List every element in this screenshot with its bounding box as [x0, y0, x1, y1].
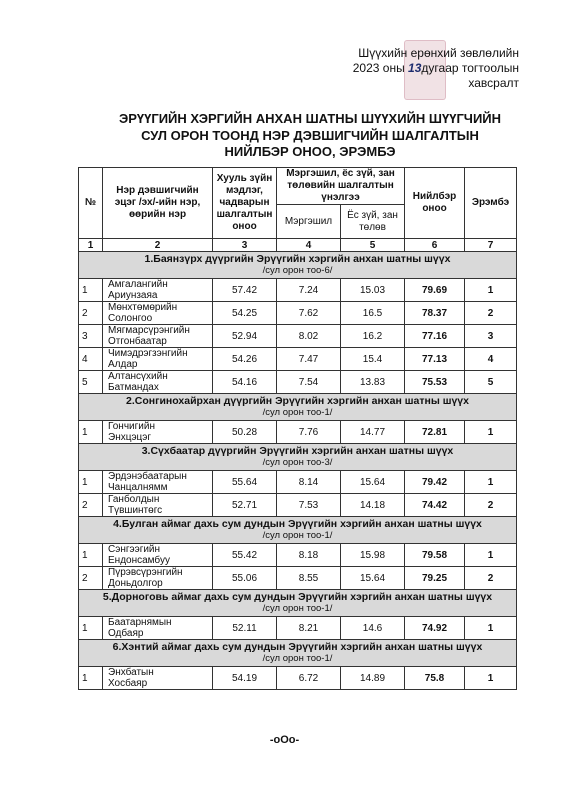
cell-total-score: 77.13 — [405, 348, 465, 371]
cell-rank: 5 — [465, 371, 517, 394]
cell-total-score: 79.25 — [405, 567, 465, 590]
section-header-row — [79, 590, 517, 617]
handwritten-number: 13 — [408, 61, 422, 75]
candidate-patronymic: Баатарнямын — [108, 617, 172, 628]
cell-no: 1 — [79, 667, 103, 690]
cell-law-score: 52.94 — [213, 325, 277, 348]
cell-rank: 1 — [465, 421, 517, 444]
candidate-given-name: Одбаяр — [108, 628, 144, 639]
cell-total-score: 74.92 — [405, 617, 465, 640]
section-title: 6.Хэнтий аймаг дахь сум дундын Эрүүгийн хэргийн анхан шатны шүүх — [112, 641, 483, 653]
table-row — [79, 667, 517, 690]
header-name: Нэр дэвшигчийн эцэг /эх/-ийн нэр, өөрийн нэр — [103, 168, 213, 239]
section-vacancy: /сул орон тоо-1/ — [262, 653, 333, 664]
candidate-given-name: Түвшинтөгс — [108, 505, 163, 516]
cell-no: 1 — [79, 471, 103, 494]
cell-candidate-name — [103, 302, 213, 325]
cell-profession-score: 6.72 — [277, 667, 341, 690]
cell-candidate-name — [103, 617, 213, 640]
candidate-given-name: Отгонбаатар — [108, 336, 167, 347]
section-header — [79, 517, 517, 544]
cell-total-score: 79.69 — [405, 279, 465, 302]
cell-no: 1 — [79, 421, 103, 444]
table-row — [79, 617, 517, 640]
section-header-row — [79, 640, 517, 667]
candidate-patronymic: Гончигийн — [108, 421, 155, 432]
cell-rank: 2 — [465, 494, 517, 517]
candidate-patronymic: Мөнхтөмөрийн — [108, 302, 178, 313]
cell-total-score: 78.37 — [405, 302, 465, 325]
cell-no: 1 — [79, 544, 103, 567]
cell-total-score: 75.53 — [405, 371, 465, 394]
cell-no: 2 — [79, 302, 103, 325]
candidate-given-name: Хосбаяр — [108, 678, 148, 689]
cell-rank: 1 — [465, 667, 517, 690]
section-title: 1.Баянзүрх дүүргийн Эрүүгийн хэргийн анхан шатны шүүх — [144, 253, 451, 265]
section-header-row — [79, 252, 517, 279]
title-line-2: СУЛ ОРОН ТООНД НЭР ДЭВШИГЧИЙН ШАЛГАЛТЫН — [141, 127, 479, 143]
cell-profession-score: 7.47 — [277, 348, 341, 371]
cell-profession-score: 8.18 — [277, 544, 341, 567]
candidate-patronymic: Эрдэнэбаатарын — [108, 471, 187, 482]
cell-candidate-name — [103, 348, 213, 371]
section-vacancy: /сул орон тоо-1/ — [262, 530, 333, 541]
col-num-5: 5 — [341, 239, 405, 252]
header-no: № — [79, 168, 103, 239]
col-num-3: 3 — [213, 239, 277, 252]
table-row — [79, 325, 517, 348]
cell-law-score: 52.71 — [213, 494, 277, 517]
cell-law-score: 52.11 — [213, 617, 277, 640]
section-header — [79, 590, 517, 617]
table-row — [79, 567, 517, 590]
cell-rank: 1 — [465, 544, 517, 567]
section-header — [79, 640, 517, 667]
table-row — [79, 371, 517, 394]
cell-rank: 4 — [465, 348, 517, 371]
section-vacancy: /сул орон тоо-1/ — [262, 407, 333, 418]
cell-profession-score: 8.55 — [277, 567, 341, 590]
table-row — [79, 279, 517, 302]
cell-profession-score: 7.62 — [277, 302, 341, 325]
cell-rank: 1 — [465, 471, 517, 494]
cell-no: 1 — [79, 279, 103, 302]
cell-rank: 2 — [465, 302, 517, 325]
annex-line-3: хавсралт — [468, 76, 519, 90]
section-header-row — [79, 394, 517, 421]
table-row — [79, 544, 517, 567]
title-line-1: ЭРҮҮГИЙН ХЭРГИЙН АНХАН ШАТНЫ ШҮҮХИЙН ШҮҮГЧИЙН — [118, 111, 502, 126]
col-num-6: 6 — [405, 239, 465, 252]
table-row — [79, 348, 517, 371]
section-title: 2.Сонгинохайрхан дүүргийн Эрүүгийн хэргийн анхан шатны шүүх — [126, 395, 469, 407]
section-header-row — [79, 517, 517, 544]
cell-no: 3 — [79, 325, 103, 348]
section-vacancy: /сул орон тоо-6/ — [262, 265, 333, 276]
col-num-1: 1 — [79, 239, 103, 252]
cell-ethics-score: 14.77 — [341, 421, 405, 444]
cell-ethics-score: 16.2 — [341, 325, 405, 348]
section-title: 3.Сүхбаатар дүүргийн Эрүүгийн хэргийн анхан шатны шүүх — [141, 445, 454, 457]
cell-ethics-score: 14.89 — [341, 667, 405, 690]
cell-law-score: 55.64 — [213, 471, 277, 494]
annex-resolution: дугаар тогтоолын — [421, 61, 519, 75]
cell-profession-score: 7.53 — [277, 494, 341, 517]
cell-profession-score: 8.14 — [277, 471, 341, 494]
cell-ethics-score: 15.03 — [341, 279, 405, 302]
candidate-given-name: Энхцэцэг — [108, 432, 152, 443]
section-vacancy: /сул орон тоо-3/ — [262, 457, 333, 468]
cell-total-score: 77.16 — [405, 325, 465, 348]
cell-profession-score: 7.54 — [277, 371, 341, 394]
column-number-row — [79, 239, 517, 252]
cell-law-score: 55.42 — [213, 544, 277, 567]
candidate-given-name: Ариунзаяа — [108, 290, 158, 301]
header-law-score: Хууль зүйн мэдлэг, чадварын шалгалтын оноо — [213, 168, 277, 239]
candidate-patronymic: Пүрэвсүрэнгийн — [108, 567, 183, 578]
table-row — [79, 302, 517, 325]
cell-total-score: 79.42 — [405, 471, 465, 494]
table-row — [79, 421, 517, 444]
candidate-given-name: Доньдолгор — [108, 578, 163, 589]
document-title — [100, 111, 520, 161]
candidate-patronymic: Чимэдрэгзэнгийн — [108, 348, 188, 359]
cell-ethics-score: 14.18 — [341, 494, 405, 517]
cell-rank: 1 — [465, 279, 517, 302]
header-total: Нийлбэр оноо — [405, 168, 465, 239]
cell-ethics-score: 15.64 — [341, 567, 405, 590]
cell-profession-score: 7.76 — [277, 421, 341, 444]
col-num-7: 7 — [465, 239, 517, 252]
section-title: 5.Дорноговь аймаг дахь сум дундын Эрүүгийн хэргийн анхан шатны шүүх — [102, 591, 493, 603]
header-evaluation: Мэргэшил, ёс зүй, зан төлөвийн шалгалтын үнэлгээ — [277, 168, 405, 205]
title-line-3: НИЙЛБЭР ОНОО, ЭРЭМБЭ — [224, 144, 396, 159]
cell-candidate-name — [103, 567, 213, 590]
candidate-patronymic: Ганболдын — [108, 494, 160, 505]
cell-law-score: 55.06 — [213, 567, 277, 590]
cell-candidate-name — [103, 371, 213, 394]
header-rank: Эрэмбэ — [465, 168, 517, 239]
cell-candidate-name — [103, 667, 213, 690]
document-end-mark: -оОо- — [269, 734, 300, 746]
candidate-patronymic: Мягмарсүрэнгийн — [108, 325, 190, 336]
cell-law-score: 54.16 — [213, 371, 277, 394]
candidate-patronymic: Амгалангийн — [108, 279, 168, 290]
cell-rank: 1 — [465, 617, 517, 640]
cell-ethics-score: 15.64 — [341, 471, 405, 494]
candidate-given-name: Ендонсамбуу — [108, 555, 170, 566]
cell-rank: 3 — [465, 325, 517, 348]
cell-no: 1 — [79, 617, 103, 640]
cell-candidate-name — [103, 325, 213, 348]
cell-total-score: 75.8 — [405, 667, 465, 690]
col-num-2: 2 — [103, 239, 213, 252]
table-body — [79, 252, 517, 690]
cell-no: 2 — [79, 494, 103, 517]
section-header — [79, 444, 517, 471]
section-title: 4.Булган аймаг дахь сум дундын Эрүүгийн хэргийн анхан шатны шүүх — [113, 518, 482, 530]
cell-total-score: 72.81 — [405, 421, 465, 444]
section-header — [79, 252, 517, 279]
table-row — [79, 494, 517, 517]
candidate-given-name: Алдар — [108, 359, 138, 370]
cell-ethics-score: 14.6 — [341, 617, 405, 640]
cell-total-score: 74.42 — [405, 494, 465, 517]
cell-total-score: 79.58 — [405, 544, 465, 567]
annex-line-2 — [353, 61, 519, 76]
cell-profession-score: 8.21 — [277, 617, 341, 640]
cell-law-score: 57.42 — [213, 279, 277, 302]
candidate-given-name: Солонгоо — [108, 313, 153, 324]
cell-law-score: 54.26 — [213, 348, 277, 371]
cell-candidate-name — [103, 544, 213, 567]
candidate-patronymic: Энхбатын — [108, 667, 154, 678]
cell-candidate-name — [103, 471, 213, 494]
cell-candidate-name — [103, 421, 213, 444]
cell-ethics-score: 15.4 — [341, 348, 405, 371]
cell-no: 2 — [79, 567, 103, 590]
cell-ethics-score: 15.98 — [341, 544, 405, 567]
cell-candidate-name — [103, 494, 213, 517]
cell-ethics-score: 16.5 — [341, 302, 405, 325]
cell-rank: 2 — [465, 567, 517, 590]
candidate-patronymic: Алтансүхийн — [108, 371, 168, 382]
annex-year: 2023 оны — [352, 61, 409, 75]
results-table — [78, 167, 517, 690]
section-header — [79, 394, 517, 421]
table-row — [79, 471, 517, 494]
cell-law-score: 50.28 — [213, 421, 277, 444]
candidate-patronymic: Сэнгээгийн — [108, 544, 161, 555]
section-header-row — [79, 444, 517, 471]
col-num-4: 4 — [277, 239, 341, 252]
cell-candidate-name — [103, 279, 213, 302]
cell-no: 4 — [79, 348, 103, 371]
cell-law-score: 54.25 — [213, 302, 277, 325]
resolution-annex-note — [353, 46, 519, 91]
candidate-given-name: Чанцалнямм — [108, 482, 168, 493]
candidate-given-name: Батмандах — [108, 382, 159, 393]
header-profession: Мэргэшил — [277, 205, 341, 239]
section-vacancy: /сул орон тоо-1/ — [262, 603, 333, 614]
cell-law-score: 54.19 — [213, 667, 277, 690]
cell-profession-score: 8.02 — [277, 325, 341, 348]
cell-no: 5 — [79, 371, 103, 394]
header-ethics: Ёс зүй, зан төлөв — [341, 205, 405, 239]
cell-profession-score: 7.24 — [277, 279, 341, 302]
cell-ethics-score: 13.83 — [341, 371, 405, 394]
annex-line-1: Шүүхийн ерөнхий зөвлөлийн — [358, 46, 519, 60]
